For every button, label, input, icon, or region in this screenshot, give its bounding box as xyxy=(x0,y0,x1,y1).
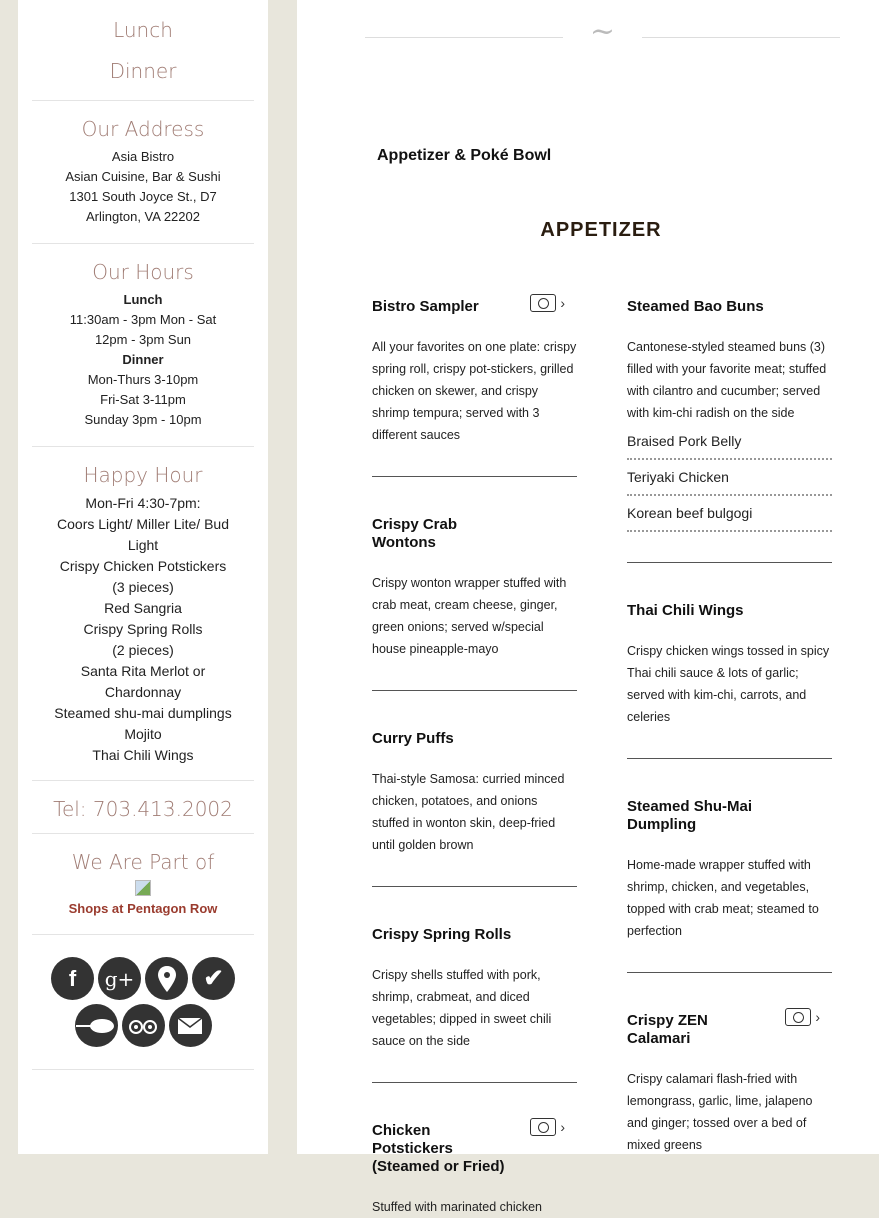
menu-nav xyxy=(32,0,254,101)
item-option: Korean beef bulgogi xyxy=(627,505,753,521)
item-divider xyxy=(372,476,577,477)
address-line: Arlington, VA 22202 xyxy=(86,209,200,224)
camera-icon xyxy=(785,1008,811,1026)
hours-title: Our Hours xyxy=(92,260,194,284)
phone-number[interactable]: Tel: 703.413.2002 xyxy=(53,797,233,821)
broken-image-icon xyxy=(135,880,151,896)
happy-hour-line: Santa Rita Merlot or Chardonnay xyxy=(80,663,206,700)
camera-icon xyxy=(530,1118,556,1136)
menu-item xyxy=(627,594,832,728)
item-name: Thai Chili Wings xyxy=(627,602,744,619)
hours-line: 11:30am - 3pm Mon - Sat xyxy=(69,312,217,327)
menu-item xyxy=(372,722,577,856)
ornament-divider xyxy=(365,14,840,52)
partner-link[interactable]: Shops at Pentagon Row xyxy=(68,901,218,916)
address-line: Asian Cuisine, Bar & Sushi xyxy=(65,169,221,184)
item-name: Crispy ZEN Calamari xyxy=(627,1012,708,1047)
happy-hour-line: Red Sangria xyxy=(104,600,182,616)
item-description: All your favorites on one plate: crispy spring roll, crispy pot-stickers, grilled chicken on skewer, and crispy shrimp tempura; served with 3 different sauces xyxy=(372,340,577,442)
menu-column-right xyxy=(627,290,832,1156)
item-divider xyxy=(627,562,832,563)
item-option: Teriyaki Chicken xyxy=(627,469,729,485)
chevron-right-icon: › xyxy=(560,295,565,311)
menu-item xyxy=(372,290,577,446)
item-divider xyxy=(627,758,832,759)
item-description: Stuffed with marinated chicken xyxy=(372,1200,543,1214)
hours-line: Mon-Thurs 3-10pm xyxy=(87,372,199,387)
nav-lunch[interactable]: Lunch xyxy=(113,18,173,42)
item-name: Bistro Sampler xyxy=(372,298,479,315)
happy-hour-line: Steamed shu-mai dumplings xyxy=(54,705,232,721)
dotted-leader xyxy=(627,486,832,496)
chevron-right-icon: › xyxy=(815,1009,820,1025)
item-name: Crispy Spring Rolls xyxy=(372,926,512,943)
item-divider xyxy=(372,690,577,691)
item-description: Crispy chicken wings tossed in spicy Thai chili sauce & lots of garlic; served with kim-chi, carrots, and celeries xyxy=(627,644,830,724)
item-name: Steamed Bao Buns xyxy=(627,298,764,315)
address-line: 1301 South Joyce St., D7 xyxy=(69,189,217,204)
tripadvisor-icon[interactable] xyxy=(122,1004,165,1047)
hours-lunch-label: Lunch xyxy=(123,292,163,307)
partner-title: We Are Part of xyxy=(71,850,215,874)
hours-section xyxy=(32,244,254,447)
happy-hour-line: (2 pieces) xyxy=(112,642,174,658)
item-name: Curry Puffs xyxy=(372,730,454,747)
item-description: Crispy shells stuffed with pork, shrimp, crabmeat, and diced vegetables; dipped in sweet chili sauce on the side xyxy=(372,968,552,1048)
hours-dinner-label: Dinner xyxy=(122,352,164,367)
item-name: Chicken Potstickers (Steamed or Fried) xyxy=(372,1122,505,1175)
address-section xyxy=(32,101,254,244)
nav-dinner[interactable]: Dinner xyxy=(109,59,177,83)
facebook-icon[interactable]: f xyxy=(51,957,94,1000)
sidebar xyxy=(18,0,268,1154)
happy-hour-line: Thai Chili Wings xyxy=(92,747,194,763)
photo-button[interactable] xyxy=(530,1118,565,1136)
phone-section xyxy=(32,781,254,834)
item-name: Steamed Shu-Mai Dumpling xyxy=(627,798,753,833)
menu-item xyxy=(627,290,832,532)
menu-item xyxy=(372,1114,577,1218)
item-description: Crispy calamari flash-fried with lemongrass, garlic, lime, jalapeno and ginger; tossed over a bed of mixed greens xyxy=(627,1072,813,1152)
menu-item xyxy=(372,918,577,1052)
section-heading: APPETIZER xyxy=(540,219,662,241)
menu-item xyxy=(627,790,832,942)
foursquare-icon[interactable]: ✔ xyxy=(192,957,235,1000)
menu-item xyxy=(627,1004,832,1156)
hours-line: 12pm - 3pm Sun xyxy=(94,332,192,347)
photo-button[interactable] xyxy=(530,294,565,312)
menu-item xyxy=(372,508,577,660)
opentable-icon[interactable] xyxy=(75,1004,118,1047)
happy-hour-line: Crispy Chicken Potstickers xyxy=(59,558,227,574)
dotted-leader xyxy=(627,450,832,460)
address-title: Our Address xyxy=(81,117,205,141)
happy-hour-line: Crispy Spring Rolls xyxy=(83,621,203,637)
happy-hour-section xyxy=(32,447,254,781)
happy-hour-title: Happy Hour xyxy=(83,463,203,487)
hours-line: Fri-Sat 3-11pm xyxy=(100,392,186,407)
happy-hour-line: Coors Light/ Miller Lite/ Bud Light xyxy=(57,516,229,553)
item-description: Crispy wonton wrapper stuffed with crab meat, cream cheese, ginger, green onions; served w/special house pineapple-mayo xyxy=(372,576,567,656)
email-icon[interactable] xyxy=(169,1004,212,1047)
item-description: Home-made wrapper stuffed with shrimp, chicken, and vegetables, topped with crab meat; steamed to perfection xyxy=(627,858,819,938)
google-plus-icon[interactable]: g+ xyxy=(98,957,141,1000)
partner-section xyxy=(32,834,254,935)
item-description: Thai-style Samosa: curried minced chicken, potatoes, and onions stuffed in wonton skin, deep-fried until golden brown xyxy=(372,772,565,852)
happy-hour-line: Mon-Fri 4:30-7pm: xyxy=(85,495,201,511)
item-divider xyxy=(627,972,832,973)
address-line: Asia Bistro xyxy=(111,149,175,164)
map-pin-icon[interactable] xyxy=(145,957,188,1000)
hours-line: Sunday 3pm - 10pm xyxy=(84,412,202,427)
dotted-leader xyxy=(627,522,832,532)
category-title: Appetizer & Poké Bowl xyxy=(377,147,552,164)
happy-hour-line: (3 pieces) xyxy=(112,579,174,595)
happy-hour-line: Mojito xyxy=(124,726,162,742)
photo-button[interactable] xyxy=(785,1008,820,1026)
item-name: Crispy Crab Wontons xyxy=(372,516,458,551)
camera-icon xyxy=(530,294,556,312)
main-content xyxy=(297,0,879,1214)
item-option: Braised Pork Belly xyxy=(627,433,742,449)
chevron-right-icon: › xyxy=(560,1119,565,1135)
flourish-icon: ~ xyxy=(589,14,616,49)
menu-column-left xyxy=(372,290,577,1218)
item-divider xyxy=(372,886,577,887)
item-description: Cantonese-styled steamed buns (3) filled with your favorite meat; stuffed with cilantro and cucumber; served with kim-chi radish on the side xyxy=(627,340,827,420)
social-section xyxy=(32,935,254,1070)
item-divider xyxy=(372,1082,577,1083)
